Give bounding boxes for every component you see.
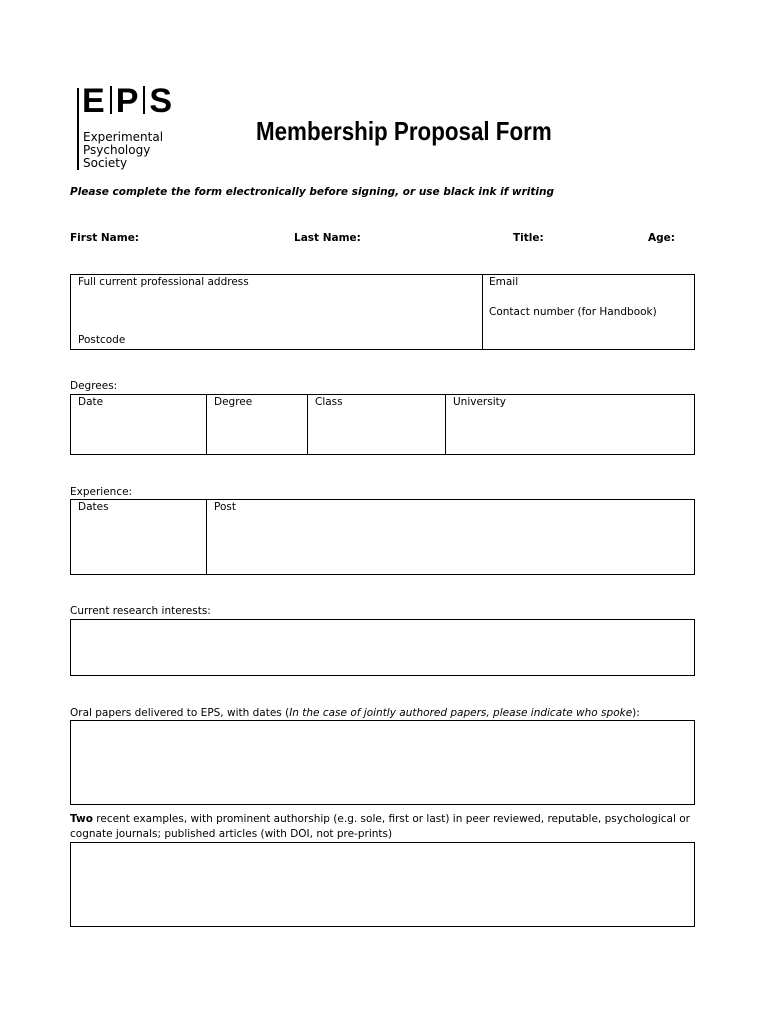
logo-line-1: Experimental: [83, 130, 164, 144]
page-title: Membership Proposal Form: [256, 116, 552, 146]
col-class: Class: [315, 396, 343, 408]
examples-text-line-2: cognate journals; published articles (with DOI, not pre-prints): [70, 828, 393, 840]
logo-line-3: Society: [83, 156, 128, 170]
oral-heading-italic: In the case of jointly authored papers, please indicate who spoke: [289, 707, 633, 719]
col-university: University: [453, 396, 506, 408]
degree-date-cell[interactable]: [71, 395, 207, 454]
logo-line-2: Psychology: [83, 143, 151, 157]
examples-heading: [70, 812, 710, 842]
col-degree: Degree: [214, 396, 253, 408]
examples-field[interactable]: [70, 842, 695, 927]
email-label: Email: [489, 276, 519, 288]
degree-class-cell[interactable]: [308, 395, 446, 454]
research-heading: Current research interests:: [70, 605, 211, 617]
oral-papers-field[interactable]: [70, 720, 695, 805]
examples-bold-word: Two: [70, 813, 93, 825]
oral-heading-suffix: ):: [632, 707, 640, 719]
experience-dates-cell[interactable]: [71, 500, 207, 574]
address-field[interactable]: [71, 275, 483, 349]
age-field[interactable]: [675, 228, 695, 246]
examples-text-line-1: recent examples, with prominent authorship (e.g. sole, first or last) in peer reviewed, reputable, psychological or: [92, 813, 690, 825]
last-name-label: Last Name:: [294, 232, 361, 244]
instructions: Please complete the form electronically before signing, or use black ink if writing: [70, 186, 555, 198]
first-name-field[interactable]: [135, 228, 285, 246]
title-field[interactable]: [545, 228, 640, 246]
logo-bar: [77, 88, 79, 170]
address-box: [70, 274, 695, 350]
col-date: Date: [78, 396, 104, 408]
logo-society-name: [83, 131, 163, 170]
degree-name-cell[interactable]: [207, 395, 308, 454]
col-dates: Dates: [78, 501, 109, 513]
first-name-label: First Name:: [70, 232, 140, 244]
col-post: Post: [214, 501, 236, 513]
degrees-heading: Degrees:: [70, 380, 118, 392]
degrees-table: [70, 394, 695, 455]
address-label: Full current professional address: [78, 276, 249, 288]
postcode-label: Postcode: [78, 334, 126, 346]
title-label: Title:: [513, 232, 544, 244]
contact-field[interactable]: [483, 275, 694, 349]
research-interests-field[interactable]: [70, 619, 695, 676]
experience-heading: Experience:: [70, 486, 133, 498]
experience-post-cell[interactable]: [207, 500, 694, 574]
oral-papers-heading: [70, 707, 640, 719]
degree-university-cell[interactable]: [446, 395, 694, 454]
experience-table: [70, 499, 695, 575]
oral-heading-prefix: Oral papers delivered to EPS, with dates (: [70, 707, 290, 719]
last-name-field[interactable]: [357, 228, 507, 246]
eps-logo: E P S: [82, 82, 174, 120]
age-label: Age:: [648, 232, 675, 244]
contact-number-label: Contact number (for Handbook): [489, 306, 657, 318]
